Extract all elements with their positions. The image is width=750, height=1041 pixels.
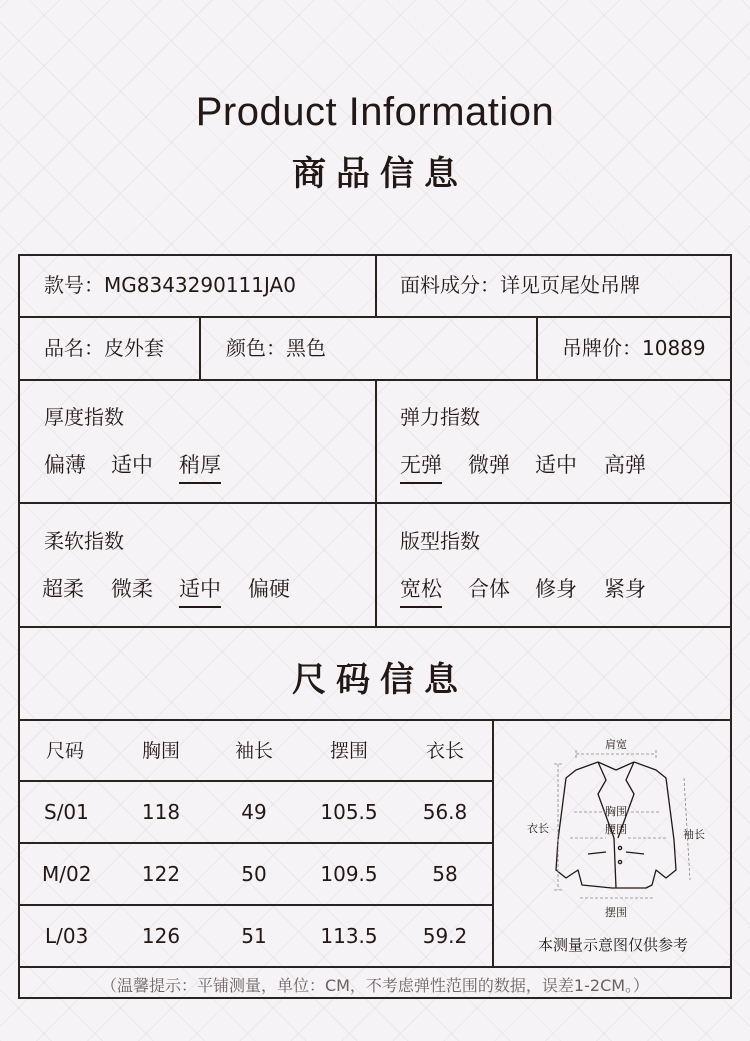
divider bbox=[375, 254, 377, 317]
diagram-label-sleeve: 袖长 bbox=[683, 828, 705, 841]
column-header: 袖长 bbox=[234, 740, 274, 762]
fit-index-title: 版型指数 bbox=[400, 529, 480, 553]
diagram-label-hem: 摆围 bbox=[605, 906, 627, 919]
diagram-caption: 本测量示意图仅供参考 bbox=[537, 936, 688, 954]
diagram-label-chest: 胸围 bbox=[605, 805, 627, 818]
softness-option: 偏硬 bbox=[248, 577, 290, 601]
divider bbox=[536, 317, 538, 380]
elasticity-option: 适中 bbox=[535, 453, 577, 477]
elasticity-option: 微弹 bbox=[468, 453, 510, 477]
diagram-label-length: 衣长 bbox=[527, 822, 549, 835]
elasticity-option-selected: 无弹 bbox=[400, 452, 442, 484]
table-border bbox=[18, 997, 732, 999]
softness-index-title: 柔软指数 bbox=[44, 529, 124, 553]
column-header: 胸围 bbox=[141, 740, 181, 762]
table-cell: 51 bbox=[241, 924, 267, 948]
divider bbox=[18, 316, 732, 318]
table-cell: 118 bbox=[141, 800, 181, 824]
fabric-composition: 面料成分：详见页尾处吊牌 bbox=[400, 273, 640, 297]
divider bbox=[18, 780, 494, 782]
elasticity-index-title: 弹力指数 bbox=[400, 405, 480, 429]
diagram-label-shoulder: 肩宽 bbox=[605, 738, 627, 751]
product-color: 颜色：黑色 bbox=[226, 336, 326, 360]
column-header: 尺码 bbox=[46, 740, 85, 762]
thickness-index-title: 厚度指数 bbox=[44, 405, 124, 429]
table-cell: 126 bbox=[141, 924, 181, 948]
softness-option: 微柔 bbox=[111, 577, 153, 601]
divider bbox=[18, 626, 732, 628]
fit-option-selected: 宽松 bbox=[400, 576, 442, 608]
table-cell: M/02 bbox=[42, 862, 92, 886]
table-cell: S/01 bbox=[44, 800, 89, 824]
divider bbox=[199, 317, 201, 380]
table-cell: 49 bbox=[241, 800, 267, 824]
fit-option: 合体 bbox=[468, 577, 510, 601]
measurement-footnote: （温馨提示：平铺测量，单位：CM，不考虑弹性范围的数据，误差1-2CM。） bbox=[100, 976, 650, 995]
measurement-diagram bbox=[494, 720, 732, 930]
thickness-option-selected: 稍厚 bbox=[179, 452, 221, 484]
fit-option: 修身 bbox=[535, 577, 577, 601]
table-cell: 109.5 bbox=[320, 862, 378, 886]
table-cell: 122 bbox=[141, 862, 181, 886]
size-info-title: 尺码信息 bbox=[292, 660, 468, 700]
column-header: 摆围 bbox=[329, 740, 369, 762]
style-number: 款号：MG8343290111JA0 bbox=[44, 273, 296, 297]
table-cell: 56.8 bbox=[422, 800, 468, 824]
table-cell: 50 bbox=[241, 862, 267, 886]
softness-option: 超柔 bbox=[42, 577, 84, 601]
product-info-card bbox=[18, 254, 732, 999]
divider bbox=[18, 966, 732, 968]
thickness-option: 适中 bbox=[111, 453, 153, 477]
divider bbox=[18, 842, 494, 844]
divider bbox=[375, 380, 377, 628]
divider bbox=[18, 502, 732, 504]
fit-option: 紧身 bbox=[604, 577, 646, 601]
tag-price: 吊牌价：10889 bbox=[562, 336, 706, 360]
table-cell: 105.5 bbox=[320, 800, 378, 824]
page-title-en: Product Information bbox=[195, 90, 555, 134]
table-cell: 58 bbox=[432, 862, 458, 886]
column-header: 衣长 bbox=[425, 740, 465, 762]
thickness-option: 偏薄 bbox=[44, 453, 86, 477]
elasticity-option: 高弹 bbox=[604, 453, 646, 477]
page-title-cn: 商品信息 bbox=[292, 154, 468, 194]
table-cell: 113.5 bbox=[320, 924, 378, 948]
table-cell: L/03 bbox=[45, 924, 89, 948]
product-name: 品名：皮外套 bbox=[44, 336, 164, 360]
divider bbox=[18, 904, 494, 906]
softness-option-selected: 适中 bbox=[179, 576, 221, 608]
table-cell: 59.2 bbox=[422, 924, 468, 948]
diagram-label-waist: 腰围 bbox=[605, 823, 627, 836]
